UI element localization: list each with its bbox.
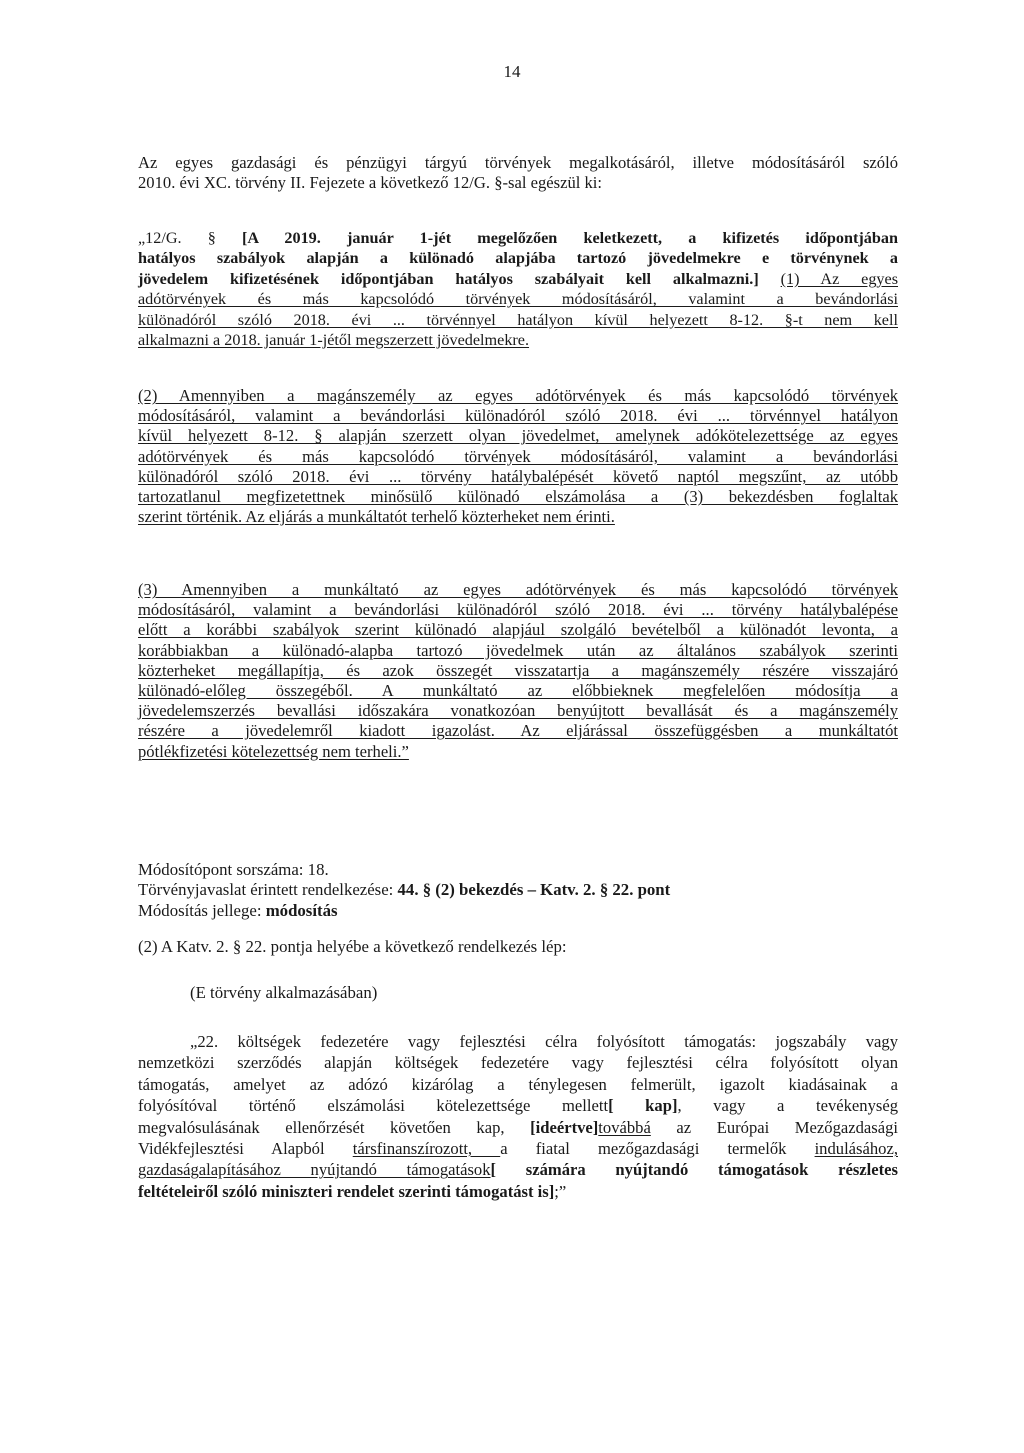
katv-text: folyósítóval történő elszámolási kötelezettsége mellett <box>138 1096 609 1116</box>
inserted-underlined-text: előtt a korábbi szabályok szerint különadó alapjául szolgáló bevételből a különadót levonta, a <box>138 620 898 640</box>
meta-label: Módosítás jellege: <box>138 900 266 920</box>
katv-text: Vidékfejlesztési Alapból <box>138 1139 353 1159</box>
inserted-underlined-text: jövedelemszerzés bevallási időszakára vonatkozóan benyújtott bevallását és a magánszemély <box>138 701 898 721</box>
katv-line <box>138 1181 898 1202</box>
katv-intro: (2) A Katv. 2. § 22. pontja helyébe a következő rendelkezés lép: <box>138 937 567 956</box>
inserted-underlined-text: kívül helyezett 8-12. § alapján szerzett olyan jövedelmet, amelynek adókötelezettsége az egyes <box>138 426 898 446</box>
katv-text: ;” <box>554 1181 567 1201</box>
paragraph-3 <box>138 580 898 762</box>
deleted-bold-text: feltételeiről szóló miniszteri rendelet szerinti támogatást is] <box>138 1181 555 1201</box>
katv-line <box>138 1095 898 1116</box>
inserted-underlined-text: korábbiakban a különadó-alapba tartozó jövedelmek után az általános szabályok szerinti <box>138 640 898 660</box>
inserted-underlined-text: közterheket megállapítja, és azok összegét visszatartja a magánszemély részére visszajáró <box>138 660 898 680</box>
inserted-underlined-text: pótlékfizetési kötelezettség nem terheli.” <box>138 741 409 761</box>
paragraph-2 <box>138 386 898 527</box>
meta-jelleg <box>138 901 670 921</box>
katv-line <box>138 1159 898 1180</box>
inserted-underlined-text: tartozatlanul megfizetettnek minősülő különadó elszámolása a (3) bekezdésben foglaltak <box>138 487 898 507</box>
katv-line: „22. költségek fedezetére vagy fejlesztési célra folyósított támogatás: jogszabály vagy <box>190 1032 898 1051</box>
inserted-underlined-text: (3) Amennyiben a munkáltató az egyes adótörvények és más kapcsolódó törvények <box>138 580 898 599</box>
katv-line: támogatás, amelyet az adózó kizárólag a ténylegesen felmerült, igazolt kiadásainak a <box>138 1074 898 1094</box>
inserted-underlined-text: (2) Amennyiben a magánszemély az egyes adótörvények és más kapcsolódó törvények <box>138 386 898 405</box>
inserted-underlined-text: alkalmazni a 2018. január 1-jétől megszerzett jövedelmekre. <box>138 331 530 350</box>
section-lead: „12/G. § <box>138 229 243 247</box>
intro-line: 2010. évi XC. törvény II. Fejezete a következő 12/G. §-sal egészül ki: <box>138 173 603 193</box>
meta-sorszam <box>138 860 670 880</box>
intro-paragraph <box>138 153 898 193</box>
inserted-underlined-text: különadóról szóló 2018. évi ... törvény hatálybalépését követő naptól megszűnt, az utóbb <box>138 466 898 486</box>
katv-context: (E törvény alkalmazásában) <box>190 983 378 1002</box>
page-number: 14 <box>503 62 521 81</box>
katv-line <box>138 1138 898 1159</box>
meta-label: Törvényjavaslat érintett rendelkezése: <box>138 880 398 900</box>
intro-line: Az egyes gazdasági és pénzügyi tárgyú törvények megalkotásáról, illetve módosításáról szóló <box>138 153 898 172</box>
deleted-bold-text: hatályos szabályok alapján a különadó alapjába tartozó jövedelmekre e törvénynek a <box>138 249 898 268</box>
inserted-underlined-text: módosításáról, valamint a bevándorlási különadóról szóló 2018. évi ... törvény hatálybalépése <box>138 600 898 620</box>
deleted-bold-text: [ kap] <box>608 1096 678 1116</box>
inserted-underlined-text: különadó-előleg összegéből. A munkáltató az előbbieknek megfelelően módosítja a <box>138 681 898 701</box>
section-line <box>138 228 898 248</box>
inserted-underlined-text: részére a jövedelemről kiadott igazolást. Az eljárással összefüggésben a munkáltatót <box>138 721 898 741</box>
inserted-underlined-text: adótörvények és más kapcsolódó törvények módosításáról, valamint a bevándorlási <box>138 290 898 309</box>
inserted-underlined-text: szerint történik. Az eljárás a munkáltatót terhelő közterheket nem érinti. <box>138 507 615 527</box>
katv-text: megvalósulásának ellenőrzését követően kap, <box>138 1117 531 1137</box>
inserted-underlined-text: különadóról szóló 2018. évi ... törvénnyel hatályon kívül helyezett 8-12. §-t nem kell <box>138 310 898 329</box>
inserted-underlined-text: módosításáról, valamint a bevándorlási különadóról szóló 2018. évi ... törvénnyel hatályon <box>138 406 898 426</box>
section-12g <box>138 228 898 350</box>
inserted-underlined-text: indulásához, <box>814 1139 898 1159</box>
katv-text: az Európai Mezőgazdasági <box>650 1117 898 1137</box>
inserted-underlined-text: továbbá <box>598 1117 651 1137</box>
meta-erintett <box>138 880 670 900</box>
deleted-bold-text: [A 2019. január 1-jét megelőzően keletkezett, a kifizetés időpontjában <box>242 229 898 247</box>
meta-value: 18. <box>307 860 329 879</box>
inserted-underlined-text: társfinanszírozott, <box>352 1139 501 1159</box>
meta-value: módosítás <box>265 900 338 920</box>
deleted-bold-text: [ideértve] <box>530 1117 599 1137</box>
meta-value: 44. § (2) bekezdés – Katv. 2. § 22. pont <box>397 880 671 900</box>
deleted-bold-text: jövedelem kifizetésének időpontjában hatályos szabályait kell alkalmazni.] <box>138 269 759 288</box>
katv-line: nemzetközi szerződés alapján költségek fedezetére vagy fejlesztési célra folyósított olyan <box>138 1053 898 1073</box>
katv-text: a fiatal mezőgazdasági termelők <box>500 1139 815 1159</box>
katv-point-22 <box>138 1031 898 1202</box>
deleted-bold-text: [ számára nyújtandó támogatások részletes <box>490 1160 898 1180</box>
inserted-underlined-text: gazdaságalapításához nyújtandó támogatások <box>138 1160 491 1180</box>
inserted-underlined-text: (1) Az egyes <box>780 269 899 288</box>
section-line <box>138 269 898 289</box>
katv-text: , vagy a tevékenység <box>677 1096 898 1116</box>
meta-label: Módosítópont sorszáma: <box>138 860 308 879</box>
modification-meta <box>138 860 670 921</box>
katv-line <box>138 1117 898 1138</box>
inserted-underlined-text: adótörvények és más kapcsolódó törvények módosításáról, valamint a bevándorlási <box>138 446 898 466</box>
